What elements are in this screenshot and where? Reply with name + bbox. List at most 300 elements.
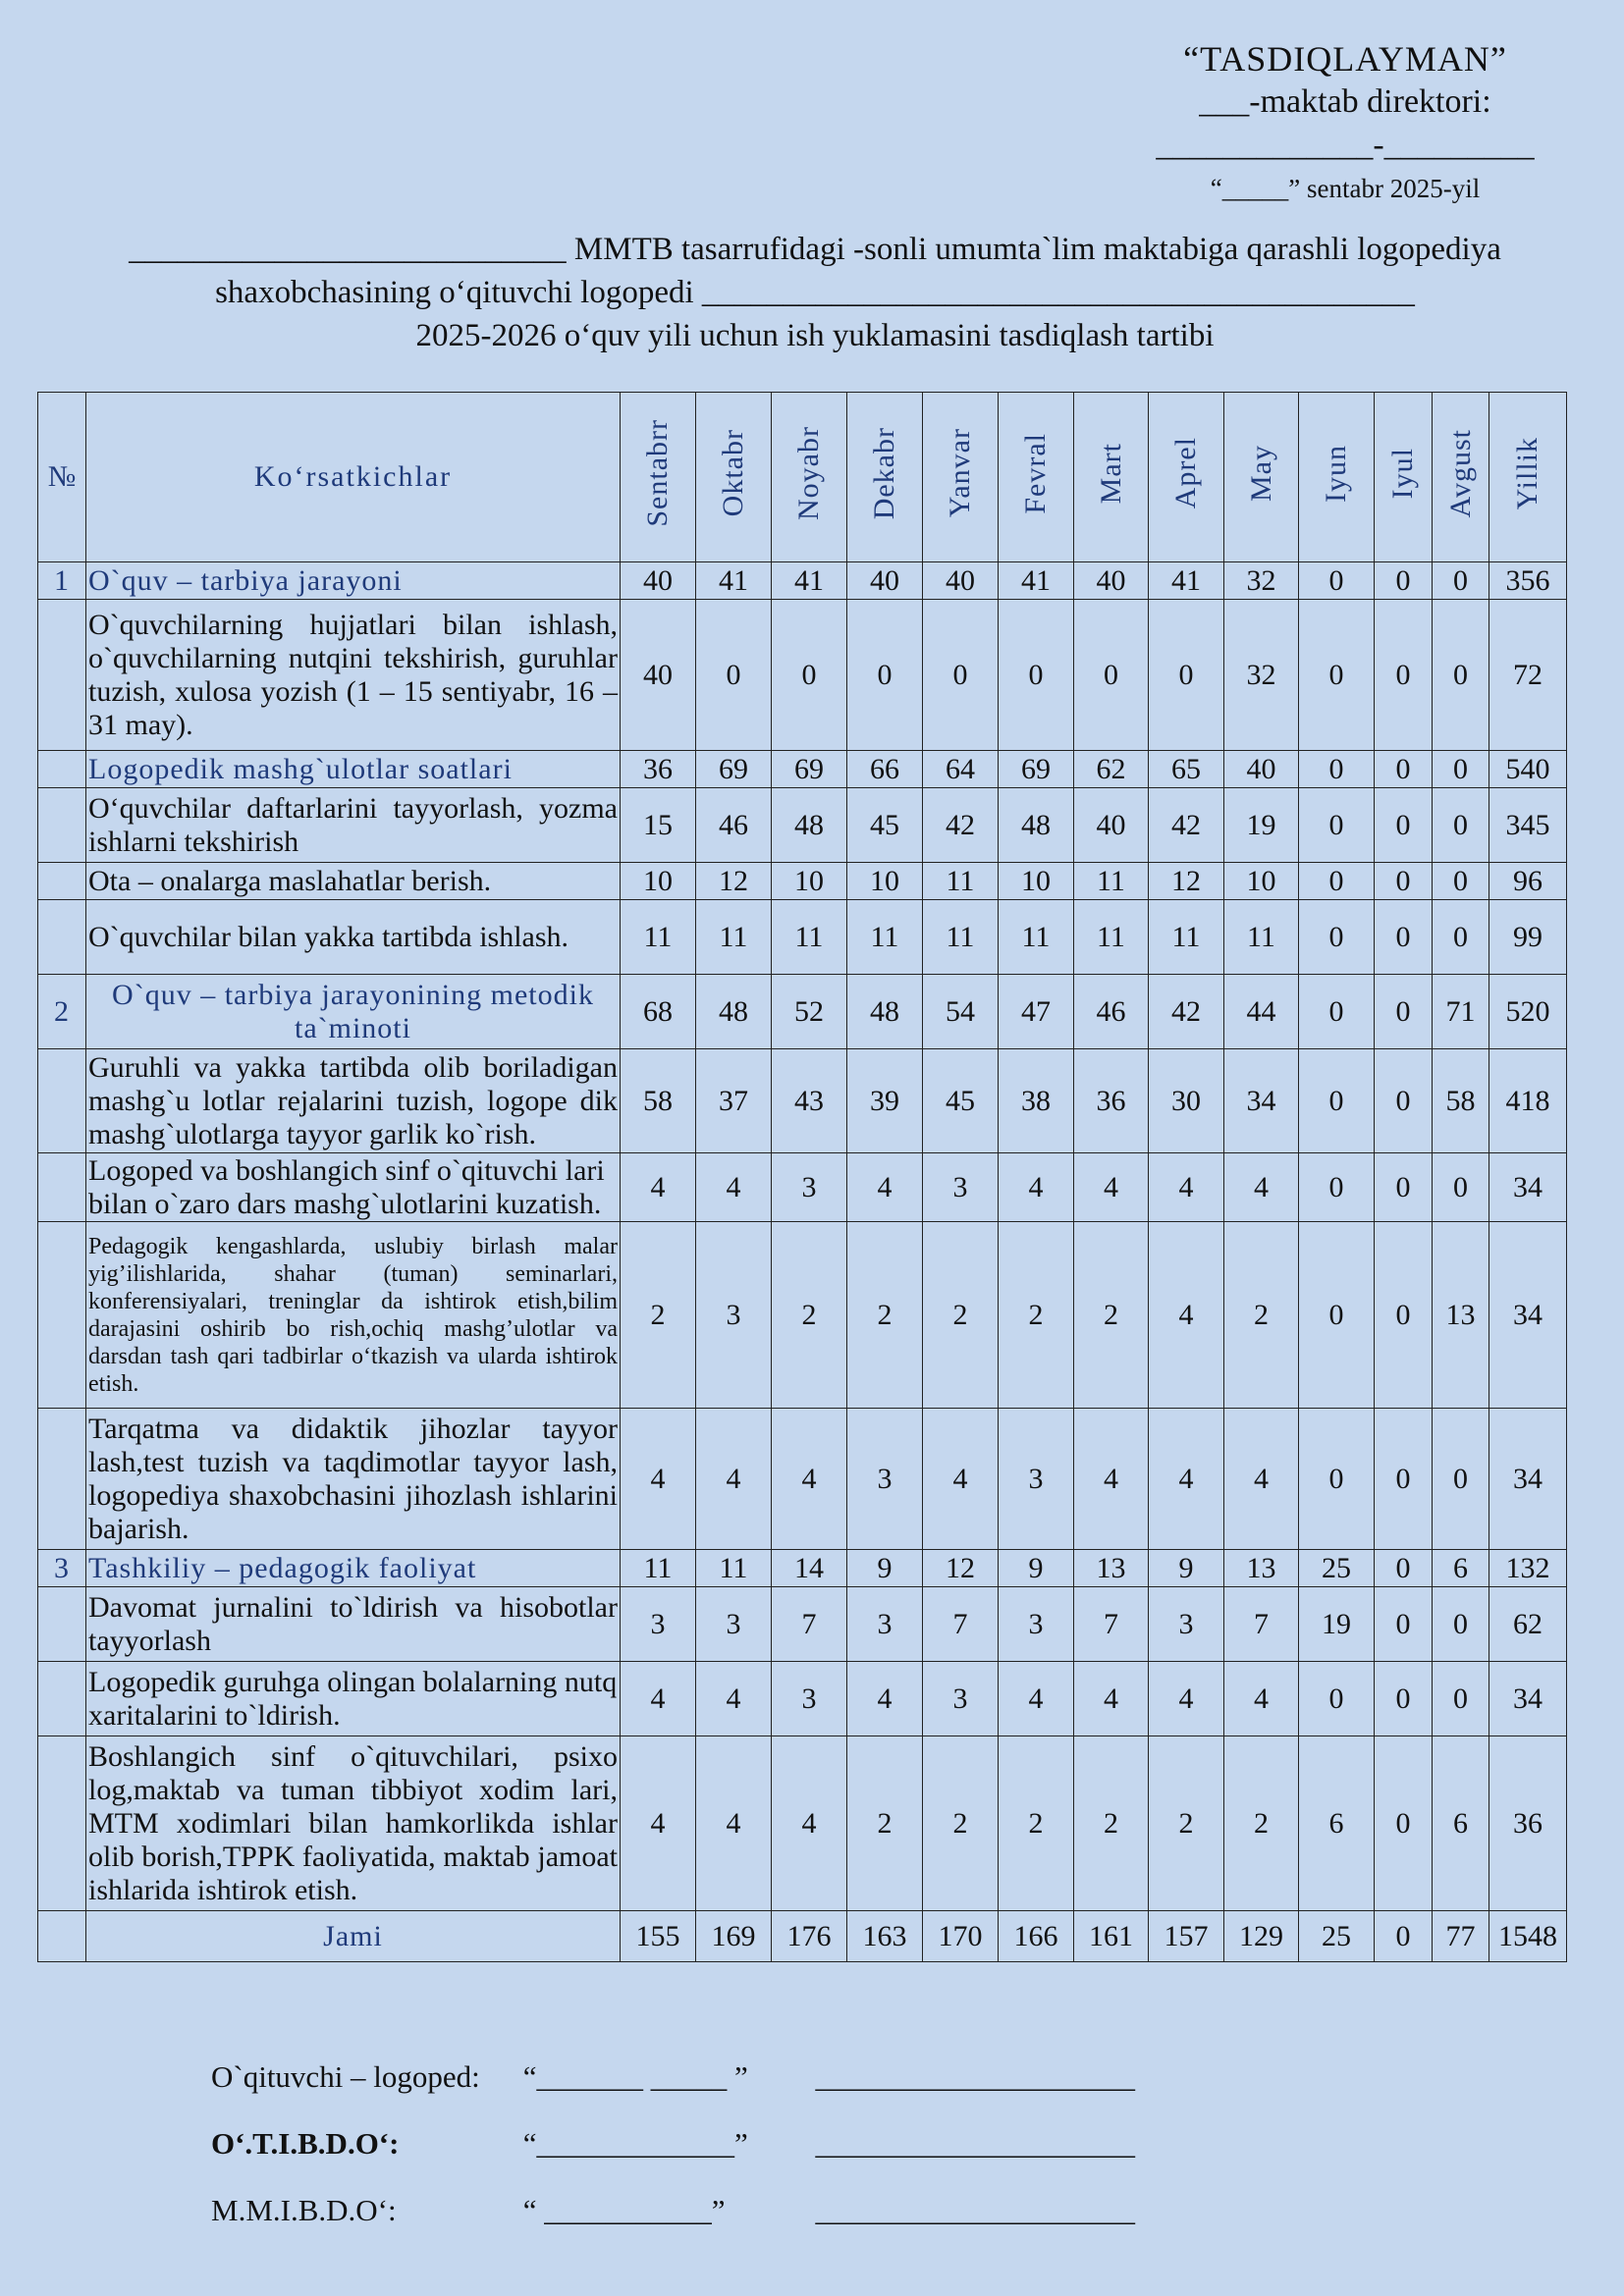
cell-value: 0 [1375,1736,1433,1911]
cell-value: 38 [999,1049,1074,1153]
cell-value: 4 [1074,1153,1149,1222]
cell-value: 3 [999,1409,1074,1550]
cell-value: 0 [1375,1587,1433,1662]
cell-value: 0 [1375,788,1433,863]
cell-value: 58 [1433,1049,1489,1153]
cell-value: 0 [1299,975,1375,1049]
cell-value: 62 [1074,751,1149,788]
cell-value: 2 [1074,1736,1149,1911]
cell-value: 4 [772,1409,847,1550]
cell-value: 4 [1074,1662,1149,1736]
cell-value: 0 [1375,1662,1433,1736]
row-label: O`quv – tarbiya jarayonining metodik ta`minoti [86,975,621,1049]
row-number [38,600,86,751]
cell-value: 3 [772,1153,847,1222]
header-month-label: Iyun [1320,444,1352,503]
cell-value: 64 [923,751,999,788]
cell-value: 4 [923,1409,999,1550]
cell-value: 129 [1224,1911,1299,1962]
cell-value: 48 [847,975,923,1049]
header-month [1375,393,1433,562]
cell-value: 47 [999,975,1074,1049]
cell-value: 4 [696,1736,772,1911]
cell-value: 6 [1299,1736,1375,1911]
cell-value: 4 [1224,1662,1299,1736]
row-number [38,1409,86,1550]
cell-value: 4 [847,1153,923,1222]
header-month-label: Fevral [1019,432,1052,514]
cell-value: 4 [847,1662,923,1736]
header-month-label: Yillik [1511,436,1543,510]
signature-name-field: “_____________” [522,2126,748,2161]
signature-label: O`qituvchi – logoped: [211,2059,480,2094]
cell-value: 46 [1074,975,1149,1049]
cell-value: 30 [1149,1049,1224,1153]
cell-value: 36 [1074,1049,1149,1153]
header-indicators: Ko‘rsatkichlar [86,393,621,562]
row-label: Guruhli va yakka tartibda olib boriladigan mashg`u lotlar rejalarini tuzish, logope dik mashg`ulotlarga tayyor garlik ko`rish. [86,1049,621,1153]
cell-value: 42 [923,788,999,863]
cell-value: 0 [1149,600,1224,751]
cell-value: 72 [1489,600,1567,751]
cell-value: 65 [1149,751,1224,788]
cell-value: 0 [1375,900,1433,975]
row-number [38,751,86,788]
row-label: Logopedik mashg`ulotlar soatlari [86,751,621,788]
cell-value: 48 [696,975,772,1049]
row-number [38,788,86,863]
cell-value: 2 [1224,1222,1299,1409]
cell-value: 3 [847,1587,923,1662]
table-row [38,788,1567,863]
cell-value: 77 [1433,1911,1489,1962]
cell-value: 12 [696,863,772,900]
cell-value: 2 [923,1736,999,1911]
row-number: 3 [38,1550,86,1587]
cell-value: 155 [621,1911,696,1962]
cell-value: 0 [999,600,1074,751]
cell-value: 25 [1299,1911,1375,1962]
cell-value: 68 [621,975,696,1049]
cell-value: 40 [923,562,999,600]
cell-value: 0 [1433,900,1489,975]
table-row [38,1153,1567,1222]
header-month-label: Iyul [1386,447,1419,500]
cell-value: 34 [1489,1409,1567,1550]
table-header-row [38,393,1567,562]
row-label: Tarqatma va didaktik jihozlar tayyor lash,test tuzish va taqdimotlar tayyor lash, logopediya shaxobchasini jihozlash ishlarini bajarish. [86,1409,621,1550]
cell-value: 176 [772,1911,847,1962]
cell-value: 45 [847,788,923,863]
table-row [38,1587,1567,1662]
cell-value: 54 [923,975,999,1049]
cell-value: 2 [999,1222,1074,1409]
cell-value: 66 [847,751,923,788]
header-month [1224,393,1299,562]
cell-value: 11 [923,900,999,975]
cell-value: 4 [621,1153,696,1222]
row-number: 1 [38,562,86,600]
cell-value: 345 [1489,788,1567,863]
cell-value: 7 [772,1587,847,1662]
table-row [38,562,1567,600]
row-label: Logoped va boshlangich sinf o`qituvchi lari bilan o`zaro dars mashg`ulotlarini kuzatish. [86,1153,621,1222]
signature-line: _____________________ [815,2059,1135,2094]
cell-value: 46 [696,788,772,863]
cell-value: 96 [1489,863,1567,900]
table-row [38,600,1567,751]
cell-value: 10 [999,863,1074,900]
row-number [38,1222,86,1409]
cell-value: 1548 [1489,1911,1567,1962]
cell-value: 11 [1074,863,1149,900]
cell-value: 2 [1149,1736,1224,1911]
cell-value: 4 [1074,1409,1149,1550]
cell-value: 0 [1299,1662,1375,1736]
cell-value: 4 [999,1153,1074,1222]
cell-value: 9 [999,1550,1074,1587]
cell-value: 41 [772,562,847,600]
cell-value: 3 [772,1662,847,1736]
cell-value: 170 [923,1911,999,1962]
cell-value: 11 [1074,900,1149,975]
row-label: Logopedik guruhga olingan bolalarning nutq xaritalarini to`ldirish. [86,1662,621,1736]
cell-value: 161 [1074,1911,1149,1962]
header-month [923,393,999,562]
cell-value: 169 [696,1911,772,1962]
cell-value: 0 [1433,1662,1489,1736]
cell-value: 0 [1433,751,1489,788]
cell-value: 37 [696,1049,772,1153]
title-line-2: shaxobchasining o‘qituvchi logopedi ____________________________________________ [215,275,1415,310]
cell-value: 0 [1375,1153,1433,1222]
cell-value: 0 [1433,1587,1489,1662]
header-month [772,393,847,562]
table-row [38,1911,1567,1962]
cell-value: 13 [1433,1222,1489,1409]
row-number [38,1049,86,1153]
cell-value: 11 [621,1550,696,1587]
cell-value: 540 [1489,751,1567,788]
cell-value: 4 [1149,1662,1224,1736]
cell-value: 3 [999,1587,1074,1662]
row-number [38,1911,86,1962]
row-label: Ota – onalarga maslahatlar berish. [86,863,621,900]
cell-value: 44 [1224,975,1299,1049]
table-row [38,975,1567,1049]
cell-value: 40 [847,562,923,600]
cell-value: 4 [1224,1153,1299,1222]
row-label: Boshlangich sinf o`qituvchilari, psixo log,maktab va tuman tibbiyot xodim lari, MTM xodimlari bilan hamkorlikda ishlar olib borish,TPPK faoliyatida, maktab jamoat ishlarida ishtirok etish. [86,1736,621,1911]
cell-value: 9 [847,1550,923,1587]
row-label: O`quvchilarning hujjatlari bilan ishlash, o`quvchilarning nutqini tekshirish, guruhlar tuzish, xulosa yozish (1 – 15 sentiyabr, 16 – 31 may). [86,600,621,751]
cell-value: 0 [1375,1222,1433,1409]
cell-value: 0 [1433,863,1489,900]
cell-value: 0 [923,600,999,751]
cell-value: 42 [1149,975,1224,1049]
signature-otibdo [211,2126,1135,2162]
row-number [38,1587,86,1662]
table-row [38,1736,1567,1911]
approval-signature-line: _____________-_________ [1156,127,1535,163]
row-number: 2 [38,975,86,1049]
cell-value: 132 [1489,1550,1567,1587]
title-line-3: 2025-2026 o‘quv yili uchun ish yuklamasini tasdiqlash tartibi [415,318,1215,353]
cell-value: 2 [999,1736,1074,1911]
cell-value: 2 [923,1222,999,1409]
cell-value: 0 [1299,863,1375,900]
cell-value: 0 [1299,900,1375,975]
cell-value: 0 [1299,751,1375,788]
row-label: O‘quvchilar daftarlarini tayyorlash, yozma ishlarni tekshirish [86,788,621,863]
header-month [1433,393,1489,562]
header-number: № [38,393,86,562]
cell-value: 0 [1375,600,1433,751]
cell-value: 11 [847,900,923,975]
cell-value: 0 [1299,562,1375,600]
cell-value: 9 [1149,1550,1224,1587]
cell-value: 0 [1433,600,1489,751]
table-row [38,1049,1567,1153]
cell-value: 69 [772,751,847,788]
header-month [1299,393,1375,562]
cell-value: 12 [1149,863,1224,900]
cell-value: 36 [621,751,696,788]
cell-value: 520 [1489,975,1567,1049]
header-month-label: Dekabr [868,426,900,520]
table-row [38,863,1567,900]
cell-value: 4 [1149,1153,1224,1222]
cell-value: 4 [621,1409,696,1550]
approval-block [1129,37,1561,210]
cell-value: 11 [621,900,696,975]
cell-value: 13 [1224,1550,1299,1587]
cell-value: 15 [621,788,696,863]
cell-value: 0 [1299,788,1375,863]
cell-value: 418 [1489,1049,1567,1153]
row-label: Davomat jurnalini to`ldirish va hisobotlar tayyorlash [86,1587,621,1662]
cell-value: 4 [696,1153,772,1222]
row-label: Pedagogik kengashlarda, uslubiy birlash malar yig’ilishlarida, shahar (tuman) seminarlari, konferensiyalari, treninglar da ishtirok etish,bilim darajasini oshirib bo rish,ochiq mashg’ulotlar va darsdan tash qari tadbirlar o‘tkazish va ularda ishtirok etish. [86,1222,621,1409]
cell-value: 0 [1375,863,1433,900]
signature-line: _____________________ [815,2126,1135,2161]
cell-value: 11 [696,1550,772,1587]
cell-value: 2 [621,1222,696,1409]
header-month [1074,393,1149,562]
cell-value: 40 [621,562,696,600]
cell-value: 0 [1375,1550,1433,1587]
cell-value: 0 [1375,975,1433,1049]
cell-value: 40 [1074,788,1149,863]
cell-value: 4 [1149,1409,1224,1550]
cell-value: 2 [847,1736,923,1911]
row-number [38,900,86,975]
workload-table [37,392,1567,1962]
header-month [847,393,923,562]
cell-value: 4 [1149,1222,1224,1409]
cell-value: 19 [1224,788,1299,863]
cell-value: 40 [621,600,696,751]
header-month-label: Oktabr [717,429,749,517]
signature-mmibdo [211,2193,1135,2228]
approval-director: ___-maktab direktori: [1199,83,1491,120]
cell-value: 39 [847,1049,923,1153]
approval-heading: “TASDIQLAYMAN” [1183,39,1507,79]
header-month [621,393,696,562]
cell-value: 41 [1149,562,1224,600]
cell-value: 40 [1224,751,1299,788]
cell-value: 36 [1489,1736,1567,1911]
cell-value: 6 [1433,1550,1489,1587]
header-month [1489,393,1567,562]
cell-value: 34 [1489,1222,1567,1409]
table-row [38,1222,1567,1409]
cell-value: 11 [696,900,772,975]
cell-value: 4 [772,1736,847,1911]
cell-value: 0 [1433,1409,1489,1550]
cell-value: 48 [999,788,1074,863]
cell-value: 0 [1375,1409,1433,1550]
header-month-label: Noyabr [792,426,825,520]
cell-value: 32 [1224,562,1299,600]
cell-value: 99 [1489,900,1567,975]
cell-value: 19 [1299,1587,1375,1662]
cell-value: 11 [1149,900,1224,975]
cell-value: 14 [772,1550,847,1587]
cell-value: 12 [923,1550,999,1587]
cell-value: 4 [1224,1409,1299,1550]
cell-value: 45 [923,1049,999,1153]
cell-value: 0 [1433,788,1489,863]
cell-value: 4 [696,1409,772,1550]
cell-value: 0 [1375,751,1433,788]
cell-value: 166 [999,1911,1074,1962]
cell-value: 2 [1074,1222,1149,1409]
cell-value: 0 [1299,1049,1375,1153]
signature-name-field: “ ___________” [522,2193,726,2227]
cell-value: 41 [999,562,1074,600]
row-label: O`quvchilar bilan yakka tartibda ishlash. [86,900,621,975]
table-row [38,751,1567,788]
title-line-1: ___________________________ MMTB tasarrufidagi -sonli umumta`lim maktabiga qarashli logopediya [129,232,1501,267]
cell-value: 34 [1489,1153,1567,1222]
cell-value: 34 [1489,1662,1567,1736]
cell-value: 0 [772,600,847,751]
header-month-label: Aprel [1169,437,1202,509]
cell-value: 157 [1149,1911,1224,1962]
signature-label: M.M.I.B.D.O‘: [211,2193,397,2227]
cell-value: 11 [1224,900,1299,975]
cell-value: 10 [847,863,923,900]
cell-value: 71 [1433,975,1489,1049]
cell-value: 163 [847,1911,923,1962]
cell-value: 43 [772,1049,847,1153]
signature-line: _____________________ [815,2193,1135,2227]
cell-value: 42 [1149,788,1224,863]
cell-value: 3 [621,1587,696,1662]
cell-value: 7 [1074,1587,1149,1662]
header-month-label: Mart [1094,442,1127,505]
cell-value: 4 [621,1736,696,1911]
cell-value: 11 [772,900,847,975]
cell-value: 2 [847,1222,923,1409]
cell-value: 69 [999,751,1074,788]
cell-value: 13 [1074,1550,1149,1587]
header-month-label: Yanvar [944,428,976,518]
table-row [38,1409,1567,1550]
cell-value: 7 [923,1587,999,1662]
cell-value: 10 [621,863,696,900]
cell-value: 0 [1299,1222,1375,1409]
cell-value: 3 [696,1222,772,1409]
cell-value: 10 [1224,863,1299,900]
cell-value: 10 [772,863,847,900]
cell-value: 0 [696,600,772,751]
cell-value: 52 [772,975,847,1049]
cell-value: 0 [1375,1049,1433,1153]
cell-value: 3 [847,1409,923,1550]
cell-value: 62 [1489,1587,1567,1662]
cell-value: 25 [1299,1550,1375,1587]
cell-value: 0 [1074,600,1149,751]
row-label: Jami [86,1911,621,1962]
cell-value: 11 [923,863,999,900]
cell-value: 0 [1375,562,1433,600]
cell-value: 7 [1224,1587,1299,1662]
cell-value: 0 [1433,562,1489,600]
cell-value: 32 [1224,600,1299,751]
header-month-label: May [1244,445,1277,502]
cell-value: 41 [696,562,772,600]
cell-value: 0 [1299,1409,1375,1550]
cell-value: 3 [923,1153,999,1222]
cell-value: 2 [772,1222,847,1409]
document-title [39,228,1591,357]
cell-value: 0 [1299,600,1375,751]
cell-value: 6 [1433,1736,1489,1911]
header-month [999,393,1074,562]
cell-value: 3 [1149,1587,1224,1662]
header-month [696,393,772,562]
signature-teacher [211,2059,1135,2095]
cell-value: 11 [999,900,1074,975]
cell-value: 4 [696,1662,772,1736]
table-body [38,562,1567,1962]
row-number [38,1736,86,1911]
cell-value: 3 [923,1662,999,1736]
cell-value: 48 [772,788,847,863]
signature-label: O‘.T.I.B.D.O‘: [211,2126,400,2161]
cell-value: 0 [847,600,923,751]
cell-value: 58 [621,1049,696,1153]
table-row [38,900,1567,975]
cell-value: 4 [999,1662,1074,1736]
cell-value: 40 [1074,562,1149,600]
row-label: O`quv – tarbiya jarayoni [86,562,621,600]
cell-value: 0 [1375,1911,1433,1962]
row-number [38,1662,86,1736]
signature-name-field: “_______ _____ ” [522,2059,748,2094]
cell-value: 0 [1299,1153,1375,1222]
cell-value: 2 [1224,1736,1299,1911]
table-row [38,1662,1567,1736]
cell-value: 0 [1433,1153,1489,1222]
table-row [38,1550,1567,1587]
row-label: Tashkiliy – pedagogik faoliyat [86,1550,621,1587]
cell-value: 3 [696,1587,772,1662]
cell-value: 356 [1489,562,1567,600]
cell-value: 4 [621,1662,696,1736]
